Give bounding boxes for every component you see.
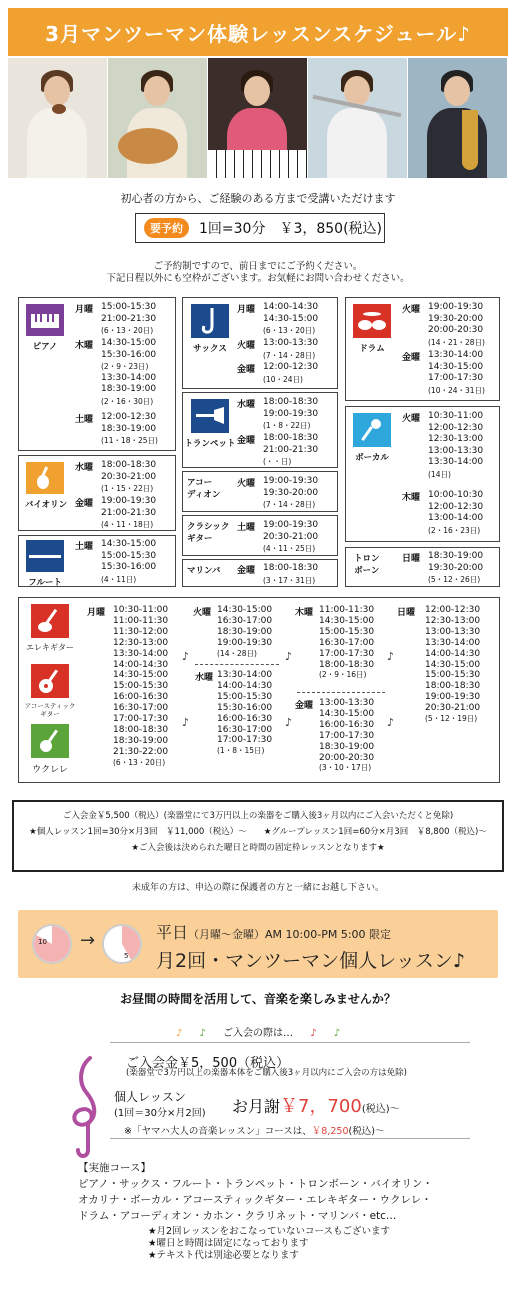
bottom-notes: ★月2回レッスンをおこなっていないコースもございます ★曜日と時間は固定になっております ★テキスト代は別途必要となります (148, 1226, 390, 1261)
time-list: 12:00-12:30 18:30-19:00 (11・18・25日) (101, 412, 158, 446)
trombone-schedule (345, 547, 500, 587)
time-list: 18:00-18:30 (3・17・31日) (263, 563, 319, 585)
piano-schedule (18, 297, 176, 451)
price-box (135, 213, 385, 243)
invitation-text: お昼間の時間を活用して、音楽を楽しみませんか？ (120, 992, 396, 1006)
day-label: 土曜 (237, 523, 256, 533)
day-label: 水曜 (75, 463, 94, 473)
time-list: 13:00-13:30 (7・14・28日) (263, 338, 319, 360)
time-list: 11:00-11:30 14:30-15:00 15:00-15:30 16:30-17:00 17:00-17:30 18:00-18:30 (2・9・16日) (319, 605, 375, 680)
day-label: 月曜 (75, 305, 94, 315)
time-list: 10:30-11:00 11:00-11:30 11:30-12:00 12:30-13:00 13:30-14:00 14:00-14:30 14:30-15:00 15:00-15:30 16:00-16:30 16:30-17:00 17:00-17:30 18:00-18:30 18:30-19:00 21:30-22:00 (6・13・20日) (113, 605, 169, 767)
time-list: 13:00-13:30 14:30-15:00 16:00-16:30 17:00-17:30 18:30-19:00 20:00-20:30 (3・10・17日) (319, 698, 375, 773)
reservation-badge: 要予約 (144, 218, 189, 238)
time-list: 14:30-15:00 16:30-17:00 18:30-19:00 19:00-19:30 (14・28日) (217, 605, 273, 658)
day-label: 月曜 (237, 305, 256, 315)
sax-label: サックス (193, 344, 227, 354)
trombone-label: トロン ボーン (354, 554, 380, 576)
music-note-icon: ♪ (285, 650, 293, 663)
piano-icon (26, 304, 64, 336)
admission-heading: ♪ ♪ ご入会の際は… ♪ ♪ (175, 1028, 341, 1039)
day-label: 水曜 (195, 673, 214, 683)
notice-line-2: 下記日程以外にも空枠がございます。お気軽にお問い合わせください。 (106, 273, 410, 284)
time-list: 13:30-14:00 14:30-15:00 17:00-17:30 (10・24・31日) (428, 350, 485, 395)
price-line: 1回=30分 ￥3，850(税込) (199, 221, 383, 237)
music-note-icon: ♪ (182, 716, 190, 729)
trumpet-label: トランペット (184, 439, 236, 449)
violin-schedule (18, 455, 176, 531)
time-list: 14:00-14:30 14:30-15:00 (6・13・20日) (263, 302, 319, 336)
time-list: 12:00-12:30 12:30-13:00 13:00-13:30 13:30-14:00 14:00-14:30 14:30-15:00 15:00-15:30 18:00-18:30 19:00-19:30 20:30-21:00 (5・12・19日) (425, 605, 481, 724)
yamaha-course-note: ※「ヤマハ大人の音楽レッスン」コースは、￥8,250(税込)～ (124, 1126, 385, 1137)
photo-strip (8, 58, 508, 178)
fee-line: ★個人レッスン1回=30分×月3回 ￥11,000（税込）～ ★グループレッスン1回=60分×月3回 ￥8,800（税込)～ (29, 827, 487, 837)
fee-line: ★ご入会後は決められた曜日と時間の固定枠レッスンとなります★ (131, 843, 385, 853)
minor-notice: 未成年の方は、申込の際に保護者の方と一緒にお越し下さい。 (131, 883, 384, 893)
time-list: 19:00-19:30 21:00-21:30 (4・11・18日) (101, 496, 157, 530)
day-label: 日曜 (397, 608, 416, 618)
page-title: 3月マンツーマン体験レッスンスケジュール♪ (8, 8, 508, 56)
time-list: 14:30-15:00 15:00-15:30 15:30-16:00 (4・11日) (101, 539, 157, 584)
time-list: 18:00-18:30 19:00-19:30 (1・8・22日) (263, 397, 319, 431)
acoustic-guitar-icon (31, 664, 69, 698)
trumpet-schedule (182, 392, 338, 468)
sax-icon (191, 304, 229, 338)
microphone-icon (353, 413, 391, 447)
vocal-schedule (345, 406, 500, 542)
piano-label: ピアノ (32, 342, 58, 352)
time-list: 18:00-18:30 20:30-21:00 (1・15・22日) (101, 460, 157, 494)
weekday-lesson-banner (18, 910, 498, 978)
admission-fee-note: (楽器堂で3万円以上の楽器本体をご購入後3ヶ月以内にご入会の方は免除) (126, 1068, 407, 1078)
divider (195, 664, 279, 665)
admission-fee: ご入会金￥5，500（税込） (126, 1056, 290, 1071)
day-label: 日曜 (402, 554, 421, 564)
violin-label: バイオリン (24, 500, 68, 510)
music-note-icon: ♪ (333, 1028, 341, 1039)
ukulele-label: ウクレレ (32, 765, 68, 775)
day-label: 金曜 (295, 701, 314, 711)
time-list: 10:30-11:00 12:00-12:30 12:30-13:00 13:00-13:30 13:30-14:00 (14日) (428, 411, 484, 479)
day-label: 水曜 (237, 400, 256, 410)
ukulele-icon (31, 724, 69, 758)
divider (110, 1138, 470, 1139)
monthly-fee: お月謝￥7，700(税込)～ (232, 1096, 400, 1117)
day-label: 金曜 (75, 499, 94, 509)
day-label: 金曜 (237, 566, 256, 576)
drum-icon (353, 304, 391, 338)
photo-guitar (108, 58, 208, 178)
marimba-label: マリンバ (187, 566, 221, 576)
time-list: 19:00-19:30 19:30-20:00 (7・14・28日) (263, 476, 319, 510)
time-list: 14:30-15:00 15:30-16:00 (2・9・23日) 13:30-14:00 18:30-19:00 (2・16・30日) (101, 338, 157, 406)
photo-flute (308, 58, 408, 178)
time-list: 18:00-18:30 21:00-21:30 (・・日) (263, 433, 319, 467)
day-label: 金曜 (237, 365, 256, 375)
accordion-schedule (182, 471, 338, 512)
music-note-icon: ♪ (310, 1028, 317, 1039)
photo-sax (408, 58, 508, 178)
electric-guitar-icon (31, 604, 69, 638)
time-list: 13:30-14:00 14:00-14:30 15:00-15:30 15:30-16:00 16:00-16:30 16:30-17:00 17:00-17:30 (1・8・15日) (217, 670, 273, 756)
private-lesson-label: 個人レッスン (114, 1090, 186, 1104)
day-label: 木曜 (75, 341, 94, 351)
day-label: 火曜 (237, 479, 256, 489)
trumpet-icon (191, 399, 229, 433)
divider (297, 692, 385, 693)
weekday-title: 平日（月曜～金曜）AM 10:00-PM 5:00 限定 (156, 923, 392, 942)
time-list: 12:00-12:30 (10・24日) (263, 362, 319, 384)
vocal-label: ボーカル (355, 453, 389, 463)
intro-text: 初心者の方から、ご経験のある方まで受講いただけます (120, 192, 396, 205)
day-label: 月曜 (87, 608, 106, 618)
drum-label: ドラム (359, 344, 385, 354)
course-list: 【実施コース】 ピアノ・サックス・フルート・トランペット・トロンボーン・バイオリン・ オカリナ・ボーカル・アコースティックギター・エレキギター・ウクレレ・ ドラム・アコーディオン・カホン・クラリネット・マリンバ・etc… (78, 1162, 433, 1222)
treble-clef-icon (62, 1052, 122, 1172)
classical-guitar-schedule (182, 515, 338, 556)
weekday-main: 月2回・マンツーマン個人レッスン♪ (156, 950, 466, 972)
music-note-icon: ♪ (285, 716, 293, 729)
drum-schedule (345, 297, 500, 401)
classical-guitar-label: クラシック ギター (187, 522, 230, 544)
time-list: 18:30-19:00 19:30-20:00 (5・12・26日) (428, 551, 484, 585)
day-label: 金曜 (402, 353, 421, 363)
music-note-icon: ♪ (182, 650, 190, 663)
photo-ocarina (8, 58, 108, 178)
day-label: 金曜 (237, 436, 256, 446)
notice-line-1: ご予約制ですので、前日までにご予約ください。 (153, 261, 363, 272)
fee-info-box (12, 800, 504, 872)
day-label: 土曜 (75, 415, 94, 425)
private-lesson-sub: (1回＝30分×月2回) (114, 1108, 206, 1119)
sax-schedule (182, 297, 338, 389)
music-note-icon: ♪ (199, 1028, 206, 1039)
music-note-icon: ♪ (387, 716, 395, 729)
fee-line: ご入会金￥5,500（税込）(楽器堂にて3万円以上の楽器をご購入後3ヶ月以内にご入会いただくと免除) (62, 811, 454, 821)
electric-guitar-label: エレキギター (26, 643, 74, 652)
day-label: 火曜 (193, 608, 212, 618)
arrow-icon: → (80, 930, 96, 951)
marimba-schedule (182, 559, 338, 587)
day-label: 火曜 (237, 341, 256, 351)
day-label: 木曜 (295, 608, 314, 618)
photo-piano (208, 58, 308, 178)
day-label: 木曜 (402, 493, 421, 503)
divider (110, 1042, 470, 1043)
flute-schedule (18, 535, 176, 587)
day-label: 土曜 (75, 542, 94, 552)
clock-icon: 10 (32, 924, 72, 964)
music-note-icon: ♪ (175, 1028, 183, 1039)
guitar-ukulele-schedule (18, 597, 500, 783)
clock-icon: 5 (102, 924, 142, 964)
time-list: 10:00-10:30 12:00-12:30 13:00-14:00 (2・16・23日) (428, 490, 484, 535)
flute-icon (26, 540, 64, 572)
time-list: 19:00-19:30 19:30-20:00 20:00-20:30 (14・21・28日) (428, 302, 485, 347)
music-note-icon: ♪ (387, 650, 395, 663)
flute-label: フルート (28, 578, 62, 588)
violin-icon (26, 462, 64, 494)
accordion-label: アコー ディオン (187, 478, 221, 500)
day-label: 火曜 (402, 414, 421, 424)
day-label: 火曜 (402, 305, 421, 315)
time-list: 15:00-15:30 21:00-21:30 (6・13・20日) (101, 302, 157, 336)
acoustic-guitar-label: アコースティック ギター (24, 702, 76, 718)
time-list: 19:00-19:30 20:30-21:00 (4・11・25日) (263, 520, 319, 554)
